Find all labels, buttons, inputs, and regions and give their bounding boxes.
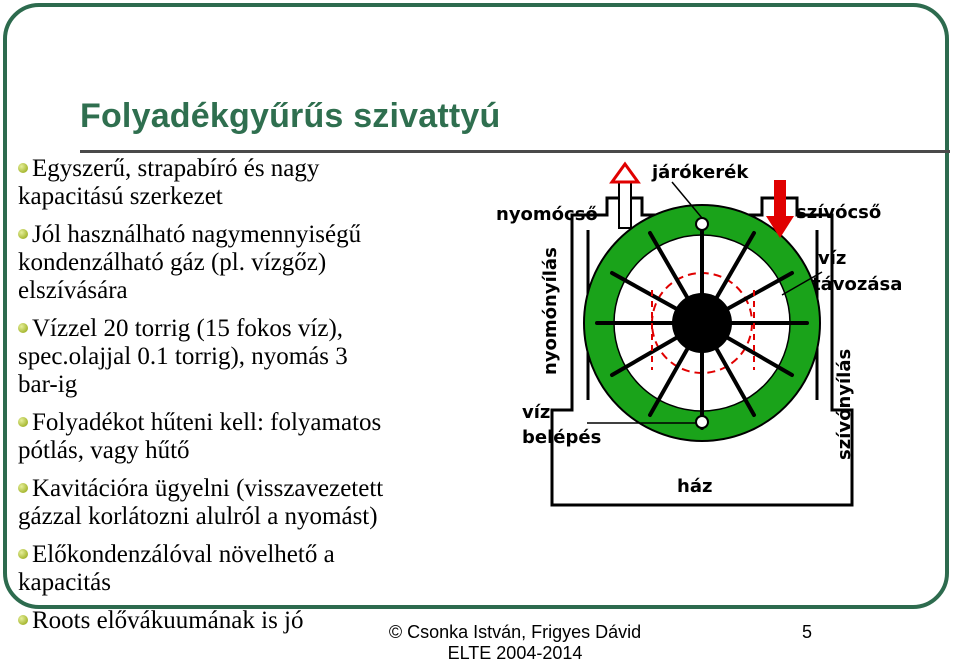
bullet-dot-icon [18, 229, 28, 239]
bullet-text: Egyszerű, strapabíró és nagy [32, 155, 320, 182]
bullet-item [18, 475, 488, 531]
bullet-item [18, 541, 488, 597]
bullet-text: Kavitációra ügyelni (visszavezetett [32, 475, 384, 502]
bullet-item [18, 221, 488, 305]
impeller-hub [672, 293, 732, 353]
credit-line: ELTE 2004-2014 [447, 643, 583, 663]
liquid-ring-pump-diagram [492, 160, 932, 520]
bullet-text: pótlás, vagy hűtő [18, 437, 190, 464]
label-viz-belepes-1: víz [522, 402, 551, 423]
slide-title: Folyadékgyűrűs szivattyú [80, 97, 501, 135]
label-viz-belepes-2: belépés [522, 427, 602, 448]
title-divider [80, 150, 950, 153]
bullet-text: Vízzel 20 torrig (15 fokos víz), [32, 315, 344, 342]
bullet-text: Roots elővákuumának is jó [32, 607, 304, 634]
bullet-text: gázzal korlátozni alulról a nyomást) [18, 503, 378, 530]
bullet-text: Előkondenzálóval növelhető a [32, 541, 335, 568]
label-szivonyilas: szívónyílás [834, 348, 855, 460]
bullet-text: kapacitású szerkezet [18, 183, 223, 210]
footer-credit [380, 622, 650, 664]
bullet-dot-icon [18, 549, 28, 559]
label-jarokerek: járókerék [652, 162, 749, 183]
bullet-item [18, 315, 488, 399]
label-szivocso: szívócső [796, 202, 882, 223]
bullet-dot-icon [18, 163, 28, 173]
credit-line: © Csonka István, Frigyes Dávid [388, 622, 642, 642]
bullet-text: Folyadékot hűteni kell: folyamatos [32, 409, 382, 436]
bullet-item [18, 409, 488, 465]
label-nyomocso: nyomócső [496, 204, 598, 225]
inlet-marker [696, 416, 708, 428]
label-viz-tavozasa-1: víz [818, 248, 847, 269]
label-viz-tavozasa-2: távozása [812, 274, 903, 295]
bullet-list [18, 155, 488, 645]
outlet-marker [696, 218, 708, 230]
page-number: 5 [802, 622, 813, 642]
pressure-arrow [612, 164, 638, 228]
bullet-text: Jól használható nagymennyiségű [32, 221, 362, 248]
bullet-text: bar-ig [18, 371, 78, 398]
bullet-dot-icon [18, 417, 28, 427]
label-haz: ház [677, 476, 713, 497]
bullet-dot-icon [18, 323, 28, 333]
bullet-text: spec.olajjal 0.1 torrig), nyomás 3 [18, 343, 348, 370]
bullet-text: elszívására [18, 277, 128, 304]
bullet-dot-icon [18, 615, 28, 625]
bullet-dot-icon [18, 483, 28, 493]
label-nyomonyilas: nyomónyílás [540, 247, 561, 375]
bullet-text: kapacitás [18, 569, 112, 596]
bullet-item [18, 155, 488, 211]
bullet-text: kondenzálható gáz (pl. vízgőz) [18, 249, 327, 276]
